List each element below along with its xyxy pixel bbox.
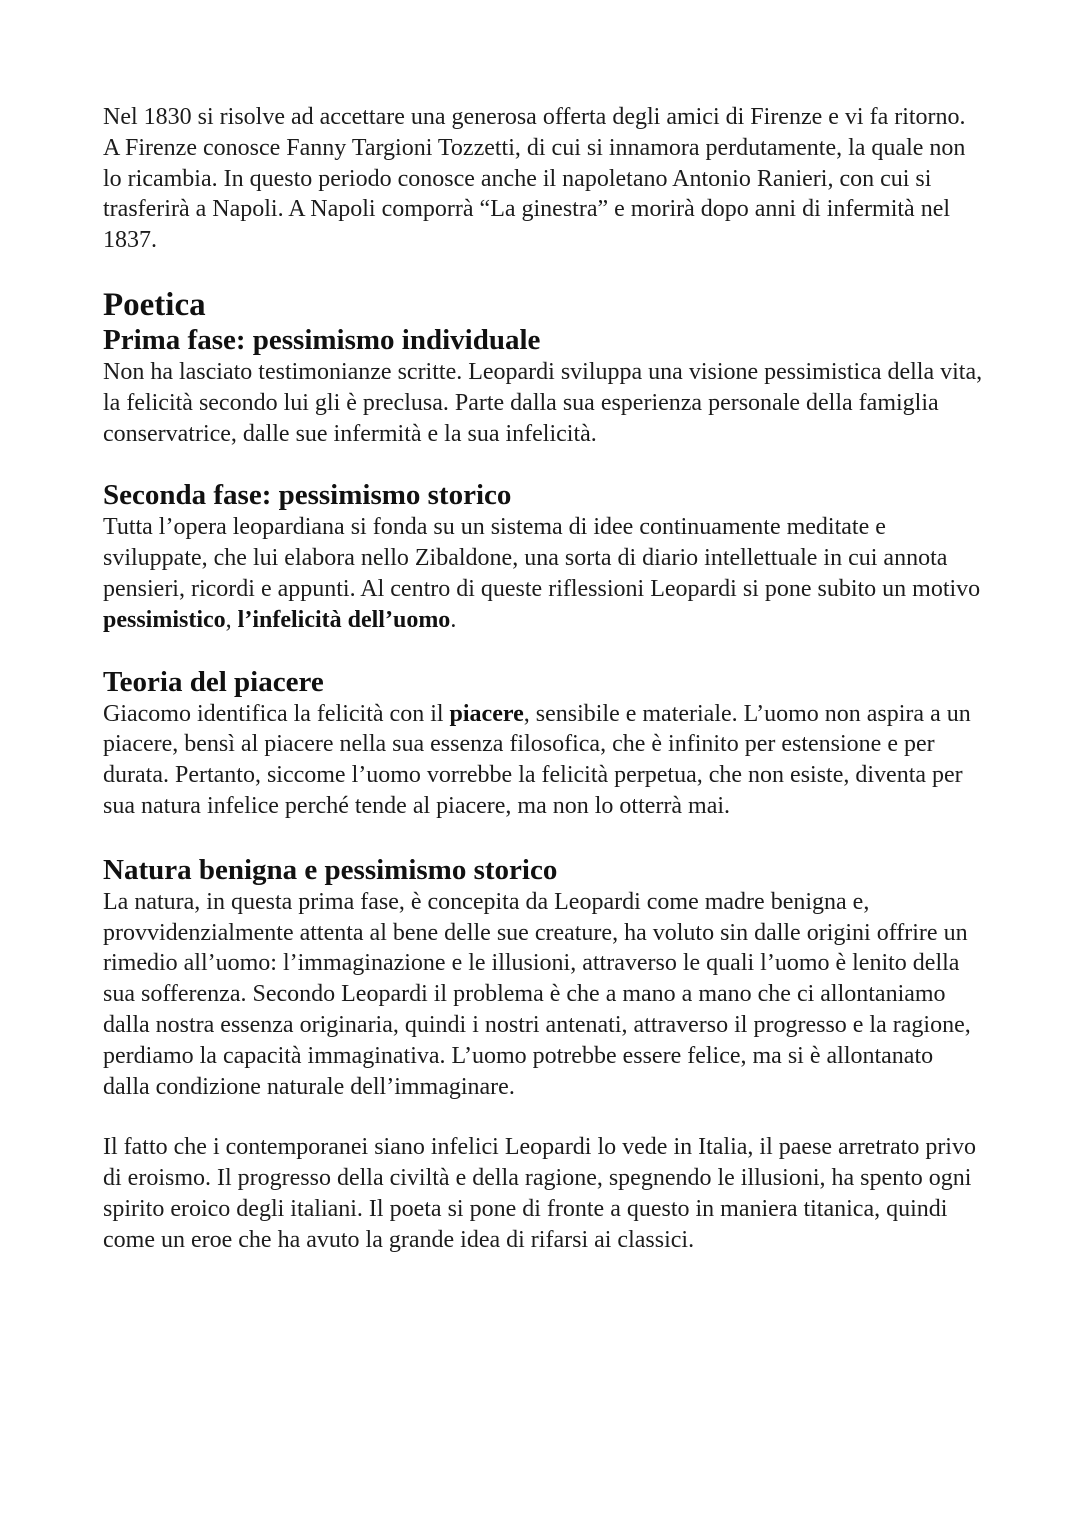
- subsection-title-teoria-piacere: Teoria del piacere: [103, 665, 324, 698]
- seconda-fase-text-a: Tutta l’opera leopardiana si fonda su un sistema di idee continuamente meditate e sviluppate, che lui elabora nello Zibaldone, una sorta di diario intellettuale in cui annota pensieri, ricordi e appunti. Al centro di queste riflessioni Leopardi si pone subito un motivo: [103, 514, 981, 602]
- teoria-piacere-paragraph: [103, 699, 983, 822]
- natura-paragraph-1: La natura, in questa prima fase, è concepita da Leopardi come madre benigna e, provvidenzialmente attenta al bene delle sue creature, ha voluto sin dalle origini offrire un rimedio all’uomo: l’immaginazione e le illusioni, attraverso le quali l’uomo è lenito della sua sofferenza. Secondo Leopardi il problema è che a mano a mano che ci allontaniamo dalla nostra essenza originaria, quindi i nostri antenati, attraverso il progresso e la ragione, perdiamo la capacità immaginativa. L’uomo potrebbe essere felice, ma si è allontanato dalla condizione naturale dell’immaginare.: [103, 888, 971, 1100]
- bold-piacere: piacere: [449, 700, 524, 727]
- prima-fase-paragraph: Non ha lasciato testimonianze scritte. Leopardi sviluppa una visione pessimistica della vita, la felicità secondo lui gli è preclusa. Parte dalla sua esperienza personale della famiglia conservatrice, dalle sue infermità e la sua infelicità.: [103, 358, 983, 447]
- bold-pessimistico: pessimistico: [103, 606, 226, 633]
- subsection-title-prima-fase: Prima fase: pessimismo individuale: [103, 323, 541, 356]
- piacere-text-a: Giacomo identifica la felicità con il: [103, 700, 450, 727]
- seconda-fase-paragraph: [103, 512, 983, 635]
- section-title-poetica: Poetica: [103, 286, 206, 323]
- document-page: [103, 102, 983, 1256]
- seconda-fase-text-c: .: [450, 606, 457, 633]
- subsection-title-natura-benigna: Natura benigna e pessimismo storico: [103, 853, 558, 886]
- subsection-title-seconda-fase: Seconda fase: pessimismo storico: [103, 479, 512, 512]
- bold-infelicita: l’infelicità dell’uomo: [237, 606, 451, 633]
- seconda-fase-text-b: ,: [225, 606, 238, 633]
- intro-paragraph: Nel 1830 si risolve ad accettare una generosa offerta degli amici di Firenze e vi fa ritorno. A Firenze conosce Fanny Targioni Tozzetti, di cui si innamora perdutamente, la quale non lo ricambia. In questo periodo conosce anche il napoletano Antonio Ranieri, con cui si trasferirà a Napoli. A Napoli comporrà “La ginestra” e morirà dopo anni di infermità nel 1837.: [103, 104, 966, 254]
- natura-paragraph-2: Il fatto che i contemporanei siano infelici Leopardi lo vede in Italia, il paese arretrato privo di eroismo. Il progresso della civiltà e della ragione, spegnendo le illusioni, ha spento ogni spirito eroico degli italiani. Il poeta si pone di fronte a questo in maniera titanica, quindi come un eroe che ha avuto la grande idea di rifarsi ai classici.: [103, 1134, 976, 1253]
- piacere-text-b: , sensibile e materiale. L’uomo non aspira a un piacere, bensì al piacere nella sua essenza filosofica, che è infinito per estensione e per durata. Pertanto, siccome l’uomo vorrebbe la felicità perpetua, che non esiste, diventa per sua natura infelice perché tende al piacere, ma non lo otterrà mai.: [103, 700, 971, 819]
